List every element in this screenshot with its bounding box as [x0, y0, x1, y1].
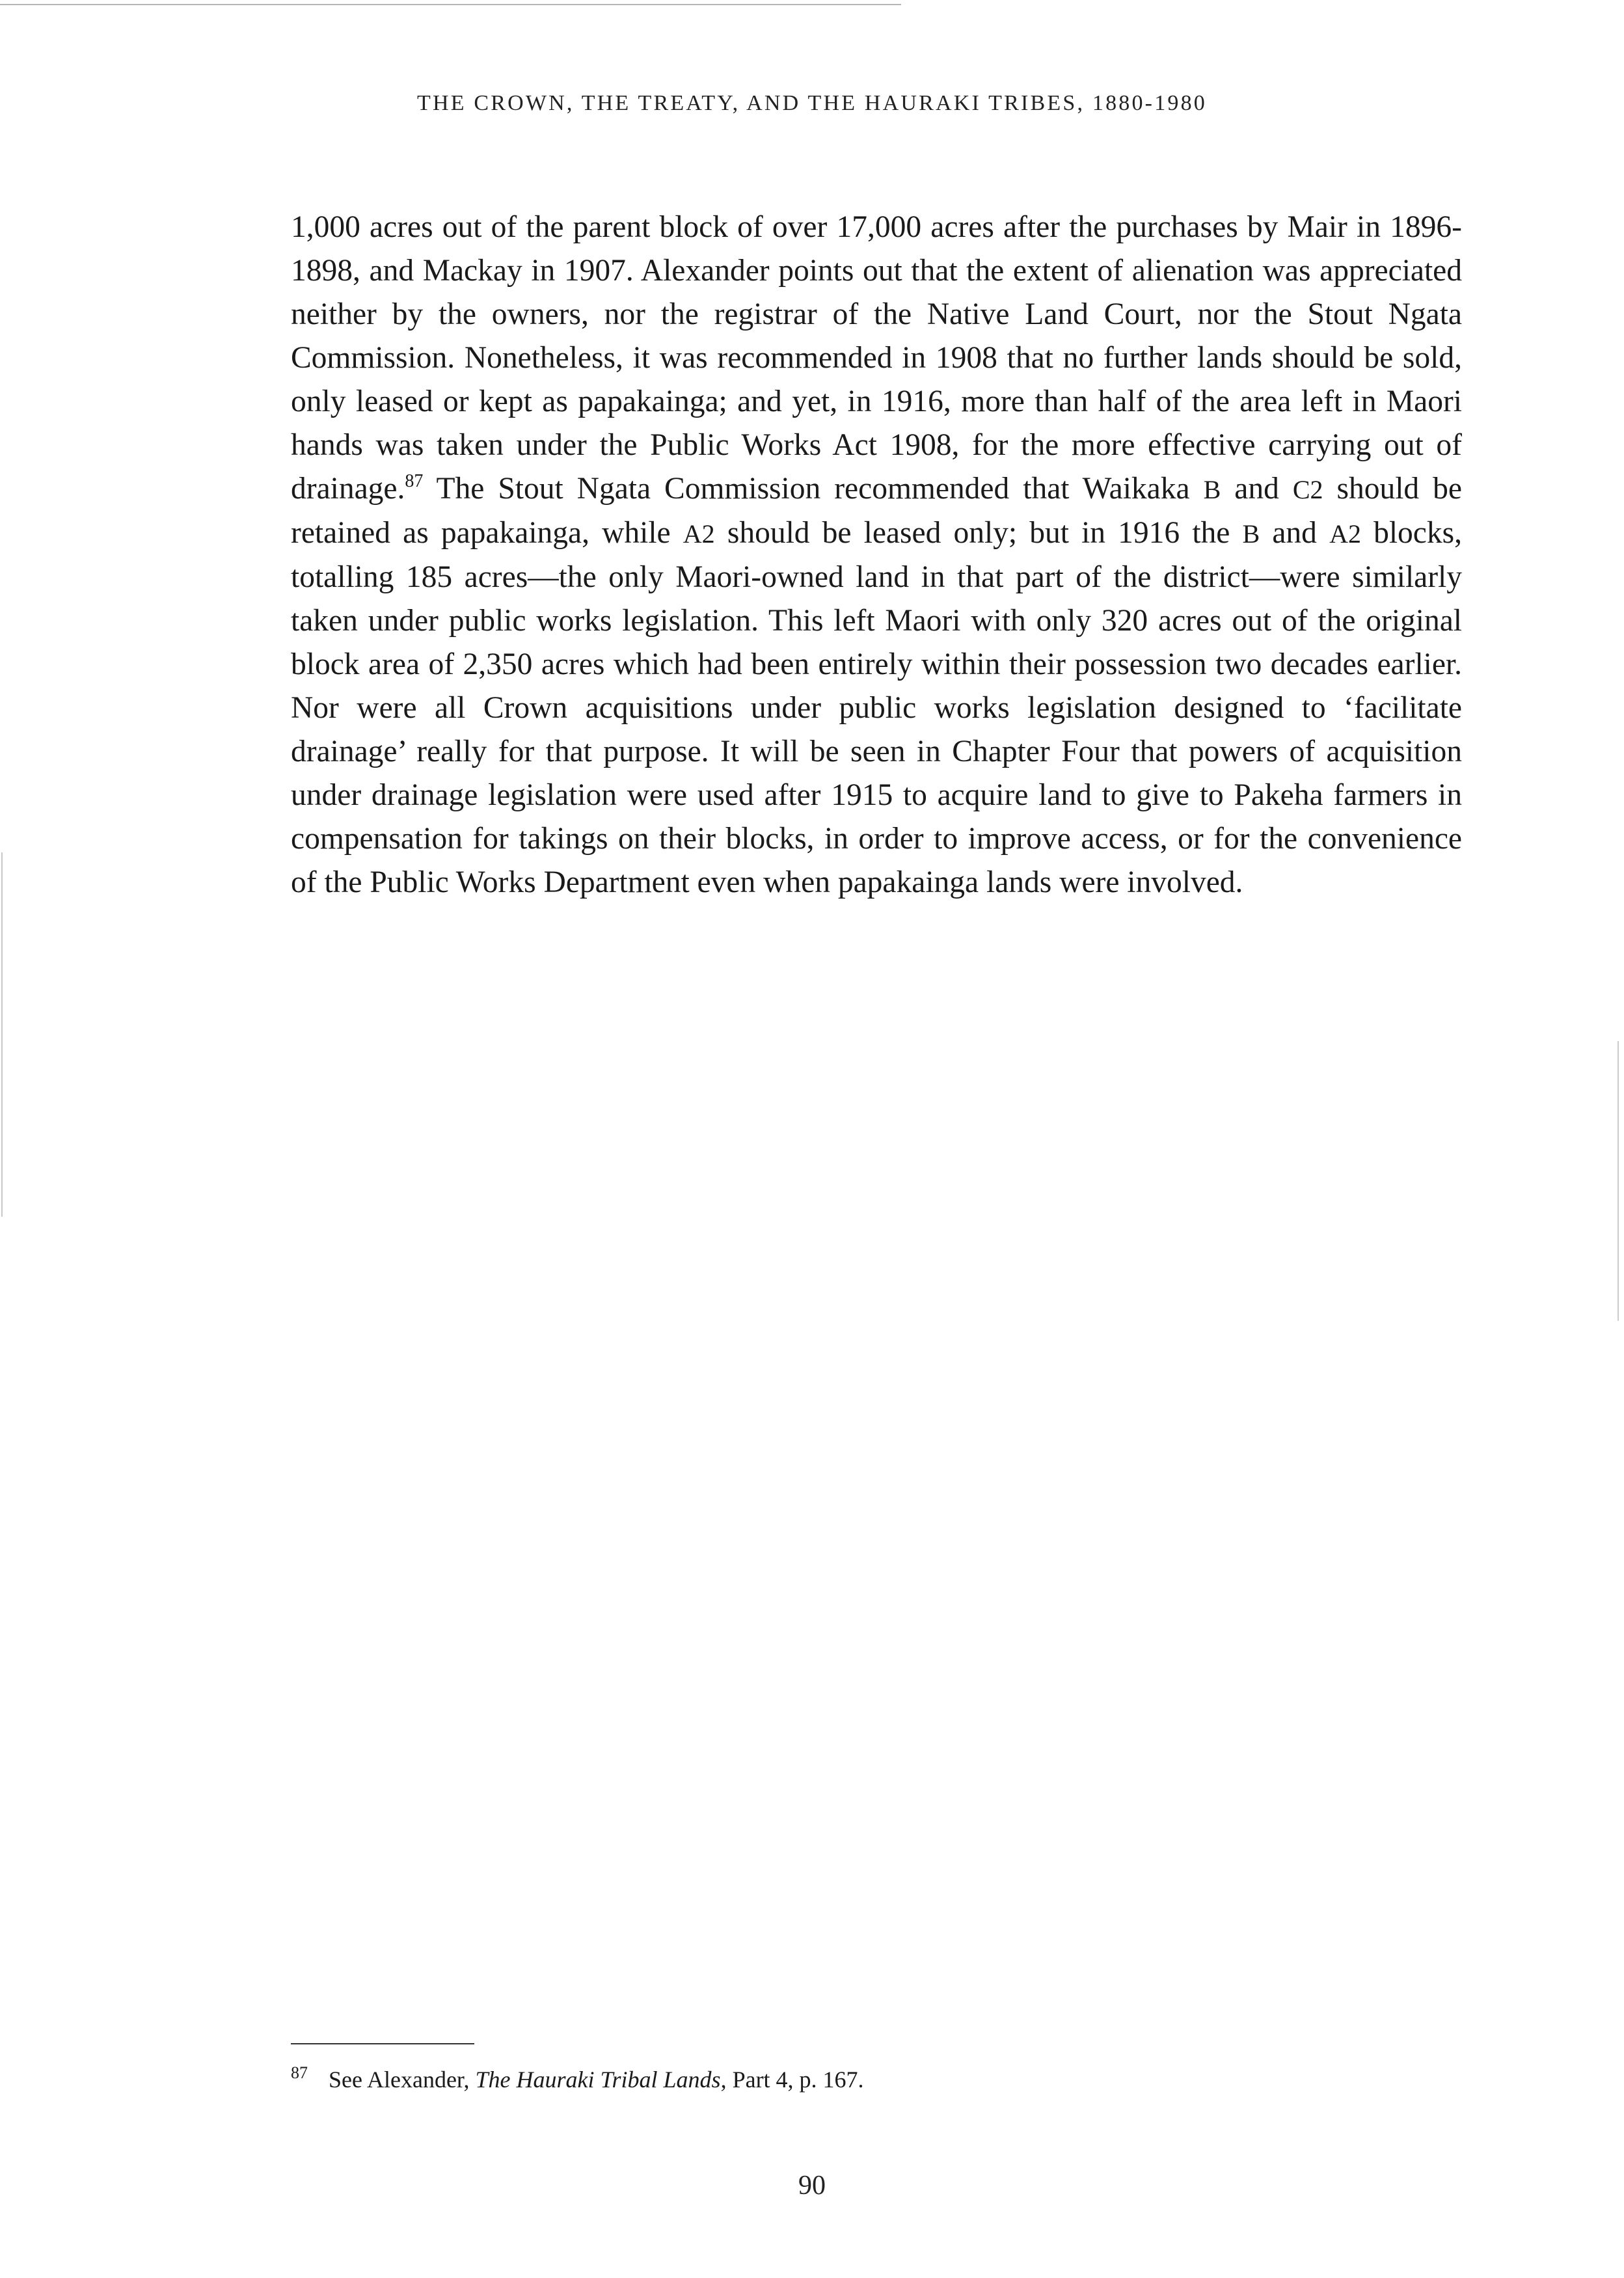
paragraph-text-7: blocks, totalling 185 acres—the only Maori-owned land in that part of the district—were similarly taken under public works legislation. This left Maori with only 320 acres out of the original block area of 2,350 acres which had been entirely within their possession two decades earlier. Nor were all Crown acquisitions under public works legislation designed to ‘facilitate drainage’ really for that purpose. It will be seen in Chapter Four that powers of acquisition under drainage legislation were used after 1915 to acquire land to give to Pakeha farmers in compensation for takings on their blocks, in order to improve access, or for the convenience of the Public Works Department even when papakainga lands were involved. [291, 516, 1463, 899]
scan-edge-right-mark [1617, 1041, 1619, 1321]
block-label-a2: A2 [683, 519, 715, 549]
footnote-number: 87 [291, 2063, 308, 2082]
block-label-a2-second: A2 [1329, 519, 1361, 549]
paragraph-text-6: and [1260, 516, 1330, 550]
footnote-reference: 87 [405, 471, 424, 491]
footnote [291, 2056, 1462, 2096]
paragraph-text-5: should be leased only; but in 1916 the [714, 516, 1243, 550]
footnote-title: The Hauraki Tribal Lands [475, 2067, 721, 2093]
body-paragraph [291, 206, 1462, 904]
paragraph-text-2: The Stout Ngata Commission recommended that Waikaka [423, 472, 1204, 506]
scan-edge-top-rule [0, 4, 901, 5]
footnote-prefix: See Alexander, [329, 2067, 476, 2093]
scan-edge-left-mark [1, 852, 3, 1217]
paragraph-text-3: and [1221, 472, 1293, 506]
block-label-b-second: B [1242, 519, 1260, 549]
running-head: THE CROWN, THE TREATY, AND THE HAURAKI TRIBES, 1880-1980 [416, 91, 1207, 115]
block-label-c2: C2 [1292, 475, 1323, 504]
paragraph-text-1: 1,000 acres out of the parent block of over 17,000 acres after the purchases by Mair in 1896-1898, and Mackay in 1907. Alexander points out that the extent of alienation was appreciated neither by the owners, nor the registrar of the Native Land Court, nor the Stout Ngata Commission. Nonetheless, it was recommended in 1908 that no further lands should be sold, only leased or kept as papakainga; and yet, in 1916, more than half of the area left in Maori hands was taken under the Public Works Act 1908, for the more effective carrying out of drainage. [291, 210, 1462, 506]
footnote-divider [291, 2043, 474, 2044]
footnote-suffix: , Part 4, p. 167. [720, 2067, 864, 2093]
paragraph-text-4: should be retained as papakainga, while [291, 472, 1463, 550]
block-label-b: B [1203, 475, 1221, 504]
page-number: 90 [798, 2171, 826, 2201]
